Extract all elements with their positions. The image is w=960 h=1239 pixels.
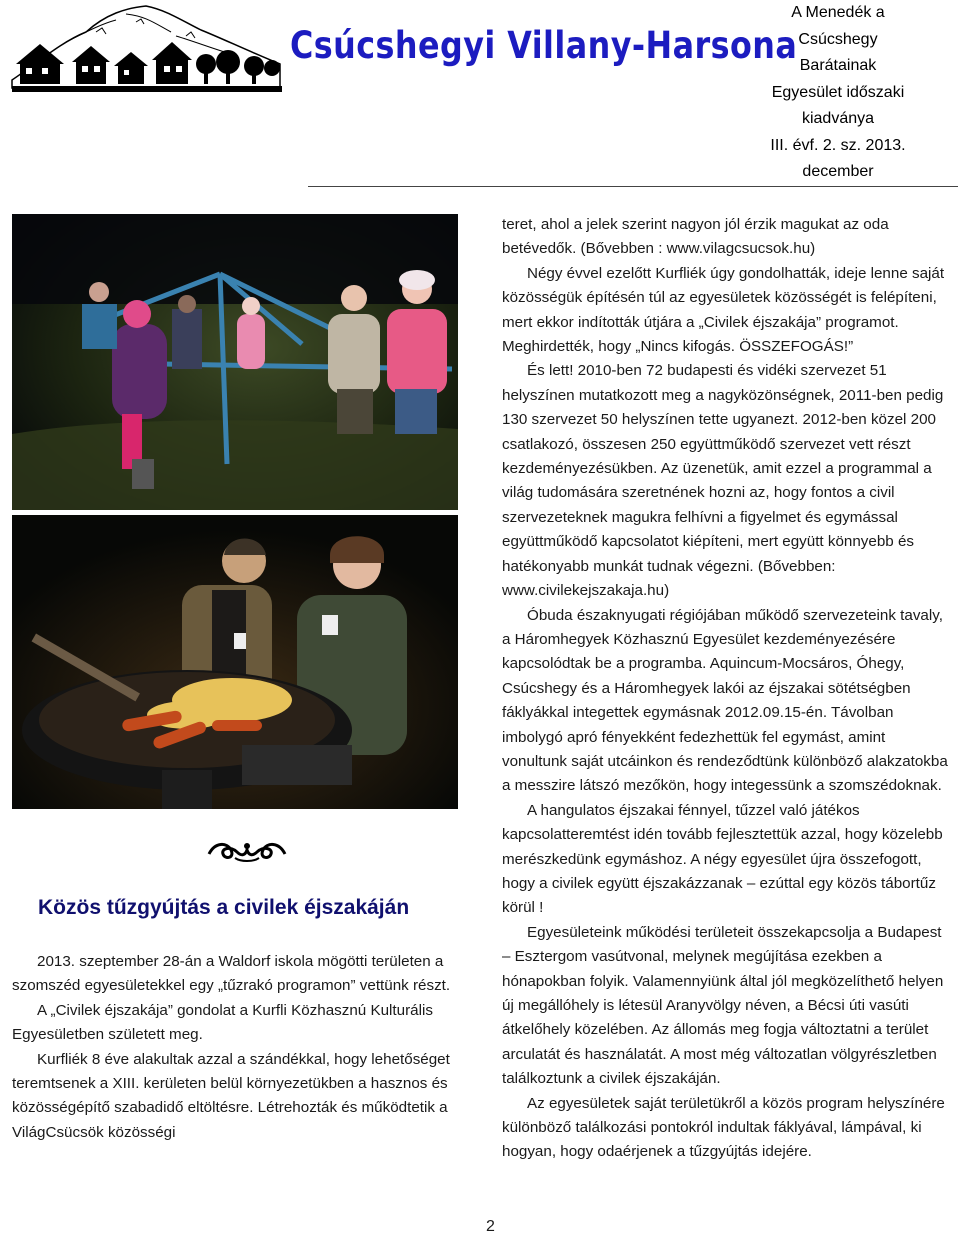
issue-line: Egyesület időszaki: [771, 83, 905, 101]
paragraph: Óbuda északnyugati régiójában működő szervezeteink tavaly, a Háromhegyek Közhasznú Egyesület kezdeményezésére kapcsolódtak be a programba. Aquincum-Mocsáros, Óhegy, Csúcshegy és a Háromhegyek lakói az éjszakai sötétségben fáklyákkal integettek egymásnak 2012.09.15-én. Távolban imbolygó apró fényekként fedezhettük fel egymást, amint vonultunk saját utcáinkon és rendeződtünk különböző alakzatokba a messzire látszó mezőkön, hogy integessünk a szomszédoknak.: [502, 606, 948, 795]
issue-info: [758, 0, 918, 186]
paragraph: teret, ahol a jelek szerint nagyon jól érzik magukat az oda betévedők. (Bővebben : www.vilagcsucsok.hu): [502, 216, 889, 258]
campfire-pan-photo: [12, 515, 458, 809]
right-column: [502, 213, 948, 1165]
village-hill-logo: [6, 2, 282, 98]
flourish-ornament-icon: [205, 838, 289, 864]
article-title: Közös tűzgyújtás a civilek éjszakáján: [38, 896, 410, 919]
issue-line: A Menedék a: [791, 4, 885, 21]
page-number: 2: [486, 1218, 495, 1235]
issue-line: december: [802, 163, 874, 180]
masthead-title: Csúcshegyi Villany-Harsona: [290, 24, 798, 67]
issue-line: kiadványa: [801, 110, 875, 127]
paragraph: Egyesületeink működési területeit összekapcsolja a Budapest – Esztergom vasútvonal, melynek megújítása ezekben a hónapokban folyik. Valamennyiünk által jól megközelíthető helyen új megállóhely is létesül Aranyvölgy néven, a Bécsi úti vasúti átkelőhely közelében. Az állomás meg fogja változtatni a terület arculatát és használatát. A most még változatlan völgyrészletben találkoztunk a civilek éjszakáján.: [502, 923, 944, 1088]
night-merry-go-round-photo: [12, 214, 458, 510]
paragraph: Az egyesületek saját területükről a közös program helyszínére különböző találkozási pontokról indultak fáklyával, lámpával, ki hogyan, hogy odaérjenek a tűzgyújtás idejére.: [502, 1094, 945, 1161]
issue-line: Csúcshegy Barátainak: [798, 30, 878, 74]
paragraph: Négy évvel ezelőtt Kurfliék úgy gondolhatták, ideje lenne saját közösségük építésén túl az egyesületek közösségét is felépíteni, mert ekkor indították útjára a „Civilek éjszakája” programot. Meghirdették, hogy „Nincs kifogás. ÖSSZEFOGÁS!”: [502, 264, 945, 356]
paragraph: A „Civilek éjszakája” gondolat a Kurfli Közhasznú Kulturális Egyesületben született meg.: [12, 1001, 433, 1044]
left-column: [12, 950, 458, 1145]
paragraph: A hangulatos éjszakai fénnyel, tűzzel való játékos kapcsolatteremtést idén tovább fejlesztettük azzal, hogy közelebb merészkedünk egymáshoz. A négy egyesület újra összefogott, hogy a civilek együtt éjszakázzanak – ezúttal egy közös tábortűz körül !: [502, 801, 943, 917]
paragraph: Kurfliék 8 éve alakultak azzal a szándékkal, hogy lehetőséget teremtsenek a XIII. kerületen belül környezetükben a hasznos és közösségépítő szabadidő eltöltésre. Létrehozták és működtetik a VilágCsücsök közösségi: [12, 1050, 450, 1141]
paragraph: És lett! 2010-ben 72 budapesti és vidéki szervezet 51 helyszínen mutatkozott meg a nagyközönségnek, 2011-ben pedig 130 szervezet 50 helyszínen tette ugyanezt. 2012-ben közel 200 csatlakozó, összesen 250 együttműködő szervezet vett részt kezdeményezésükben. Az üzenetük, amit ezzel a programmal a világ tudomására szeretnének hozni az, hogy fontos a civil szervezeteknek magukra felhívni a figyelmet és egymással együttműködő kapcsolatot kiépíteni, mert együtt könnyebb és hatékonyabb munkát tudnak végezni. (Bővebben: www.civilekejszakaja.hu): [502, 362, 944, 600]
header-divider: [308, 186, 958, 187]
issue-line: III. évf. 2. sz. 2013.: [770, 136, 906, 154]
paragraph: 2013. szeptember 28-án a Waldorf iskola mögötti területen a szomszéd egyesületekkel egy „tűzrakó programon” vettünk részt.: [12, 953, 451, 995]
